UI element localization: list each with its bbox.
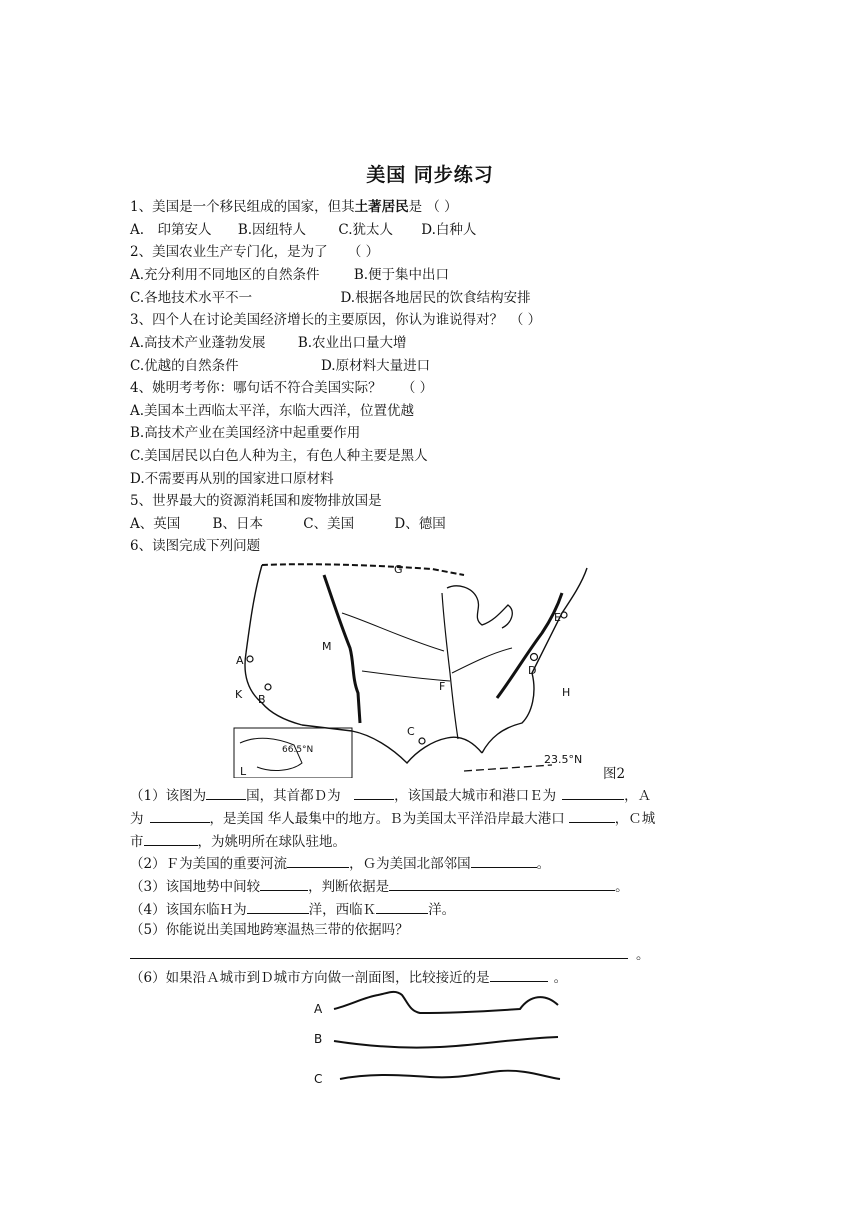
q1-option-a[interactable]: A. 印第安人: [130, 222, 212, 238]
q6-sub1-line1: [130, 785, 651, 805]
answer-blank[interactable]: [490, 967, 548, 982]
answer-blank[interactable]: [562, 785, 624, 800]
city-b: [265, 684, 271, 690]
q2-option-d[interactable]: D.根据各地居民的饮食结构安排: [340, 290, 531, 306]
west-coast: [245, 565, 302, 725]
answer-blank[interactable]: [354, 785, 394, 800]
q6-sub1-text-h: 市: [130, 834, 144, 850]
q6-sub2-text-c: 。: [536, 856, 551, 872]
profile-a: [334, 992, 558, 1013]
question-4-stem: 4、姚明考考你：哪句话不符合美国实际？ （ ）: [130, 380, 434, 396]
q5-option-c[interactable]: C、美国: [303, 516, 355, 532]
q6-sub6-text-b: 。: [553, 970, 568, 986]
map-label-c: C: [407, 725, 415, 738]
map-label-k: K: [235, 688, 243, 701]
page-title: 美国 同步练习: [366, 164, 494, 186]
map-label-l: L: [240, 765, 247, 778]
profile-label-c: C: [314, 1072, 323, 1086]
q5-option-a[interactable]: A、英国: [130, 516, 181, 532]
profile-c: [340, 1071, 560, 1079]
q4-option-b[interactable]: B.高技术产业在美国经济中起重要作用: [130, 425, 361, 441]
map-label-m: M: [322, 640, 332, 653]
q6-sub1-text-f: ，是美国 华人最集中的地方。Ｂ为美国太平洋沿岸最大港口: [209, 811, 565, 827]
map-label-b: B: [258, 693, 266, 706]
city-c: [419, 738, 425, 744]
city-d: [531, 654, 538, 661]
answer-blank[interactable]: [130, 944, 628, 959]
appalachian-mountains: [497, 593, 562, 698]
q6-sub1-line3: [130, 831, 346, 851]
q3-option-d[interactable]: D.原材料大量进口: [320, 358, 431, 374]
great-lakes: [447, 586, 512, 628]
q6-sub6: [130, 967, 567, 987]
map-label-f: F: [439, 680, 446, 693]
canada-border: [262, 564, 464, 575]
q6-sub4-text-b: 洋，西临Ｋ: [308, 902, 377, 918]
map-label-h: H: [562, 686, 571, 699]
q6-sub6-text-a: （6）如果沿Ａ城市到Ｄ城市方向做一剖面图，比较接近的是: [130, 970, 490, 986]
q3-option-b[interactable]: B.农业出口量大增: [297, 335, 407, 351]
tropic-line: [464, 765, 552, 771]
q6-sub1-line2: [130, 808, 655, 828]
q6-sub5-answer-line: [130, 944, 650, 964]
map-label-e: E: [554, 611, 561, 624]
q6-sub5-end: 。: [636, 947, 650, 963]
question-5-options: [130, 515, 446, 533]
terrain-profiles: [310, 985, 570, 1090]
q6-sub3-text-b: ，判断依据是: [308, 879, 390, 895]
map-label-d: D: [528, 664, 537, 677]
q6-sub2: [130, 853, 550, 873]
q1-stem-bold: 土著居民: [354, 199, 409, 215]
answer-blank[interactable]: [144, 831, 198, 846]
q1-stem-tail: 是 （ ）: [408, 199, 458, 215]
figure-label: 图2: [603, 766, 626, 782]
city-a: [247, 656, 253, 662]
map-label-23: 23.5°N: [544, 753, 583, 766]
q6-sub1-text-c: ，该国最大城市和港口Ｅ为: [394, 788, 557, 804]
q4-option-c[interactable]: C.美国居民以白色人种为主，有色人种主要是黑人: [130, 448, 428, 464]
q1-stem-text: 1、美国是一个移民组成的国家，但其: [130, 199, 355, 215]
q6-sub3-text-c: 。: [615, 879, 629, 895]
q6-sub4-text-a: （4）该国东临Ｈ为: [130, 902, 247, 918]
q6-sub1-text-b: 国，其首都Ｄ为: [246, 788, 355, 804]
usa-outline-map: [232, 553, 592, 778]
question-2-stem: 2、美国农业生产专门化，是为了 （ ）: [130, 244, 380, 260]
q6-sub4-text-c: 洋。: [428, 902, 456, 918]
q6-sub2-text-a: （2）Ｆ为美国的重要河流: [130, 856, 288, 872]
profile-b: [334, 1037, 558, 1048]
answer-blank[interactable]: [569, 808, 615, 823]
q6-sub1-text-d: ，Ａ: [624, 788, 652, 804]
q6-sub4: [130, 899, 455, 919]
q4-option-a[interactable]: A.美国本土西临太平洋，东临大西洋，位置优越: [130, 403, 415, 419]
q6-sub1-text-g: ，Ｃ城: [614, 811, 656, 827]
profile-label-a: A: [314, 1002, 323, 1016]
mississippi-river: [442, 593, 458, 739]
q6-sub5: （5）你能说出美国地跨寒温热三带的依据吗？: [130, 922, 409, 938]
map-label-g: G: [394, 563, 403, 576]
question-2-options-cd: [130, 289, 531, 307]
map-label-66: 66.5°N: [282, 745, 314, 755]
q4-option-d[interactable]: D.不需要再从别的国家进口原材料: [130, 471, 334, 487]
q2-option-a[interactable]: A.充分利用不同地区的自然条件: [130, 267, 320, 283]
southern-border: [302, 725, 482, 763]
q6-sub1-text-e: 为: [130, 811, 144, 827]
q3-option-c[interactable]: C.优越的自然条件: [130, 358, 239, 374]
answer-blank[interactable]: [150, 808, 210, 823]
q2-option-b[interactable]: B.便于集中出口: [353, 267, 450, 283]
answer-blank[interactable]: [376, 899, 428, 914]
question-1-stem: [130, 198, 458, 216]
question-3-options-ab: [130, 334, 407, 352]
q1-option-b[interactable]: B.因纽特人: [237, 222, 307, 238]
answer-blank[interactable]: [389, 876, 615, 891]
q5-option-d[interactable]: D、德国: [394, 516, 446, 532]
answer-blank[interactable]: [260, 876, 308, 891]
profile-label-b: B: [314, 1032, 323, 1046]
question-5-stem: 5、世界最大的资源消耗国和废物排放国是: [130, 493, 382, 509]
question-3-stem: 3、四个人在讨论美国经济增长的主要原因，你认为谁说得对？ （ ）: [130, 312, 542, 328]
q2-option-c[interactable]: C.各地技术水平不一: [130, 290, 253, 306]
q6-sub3-text-a: （3）该国地势中间较: [130, 879, 261, 895]
map-label-a: A: [236, 654, 244, 667]
answer-blank[interactable]: [471, 853, 537, 868]
q1-option-c[interactable]: C.犹太人: [338, 222, 393, 238]
q1-option-d[interactable]: D.白种人: [421, 222, 477, 238]
q5-option-b[interactable]: B、日本: [212, 516, 263, 532]
q6-sub1-text-i: ，为姚明所在球队驻地。: [197, 834, 346, 850]
question-3-options-cd: [130, 357, 430, 375]
q3-option-a[interactable]: A.高技术产业蓬勃发展: [130, 335, 266, 351]
q6-sub2-text-b: ，Ｇ为美国北部邻国: [349, 856, 471, 872]
answer-blank[interactable]: [247, 899, 309, 914]
answer-blank[interactable]: [287, 853, 349, 868]
answer-blank[interactable]: [206, 785, 246, 800]
q6-sub3: [130, 876, 629, 896]
question-1-options: [130, 221, 476, 239]
question-2-options-ab: [130, 266, 449, 284]
question-6-stem: 6、读图完成下列问题: [130, 538, 261, 554]
q6-sub1-text-a: （1）该图为: [130, 788, 207, 804]
city-e: [561, 612, 567, 618]
